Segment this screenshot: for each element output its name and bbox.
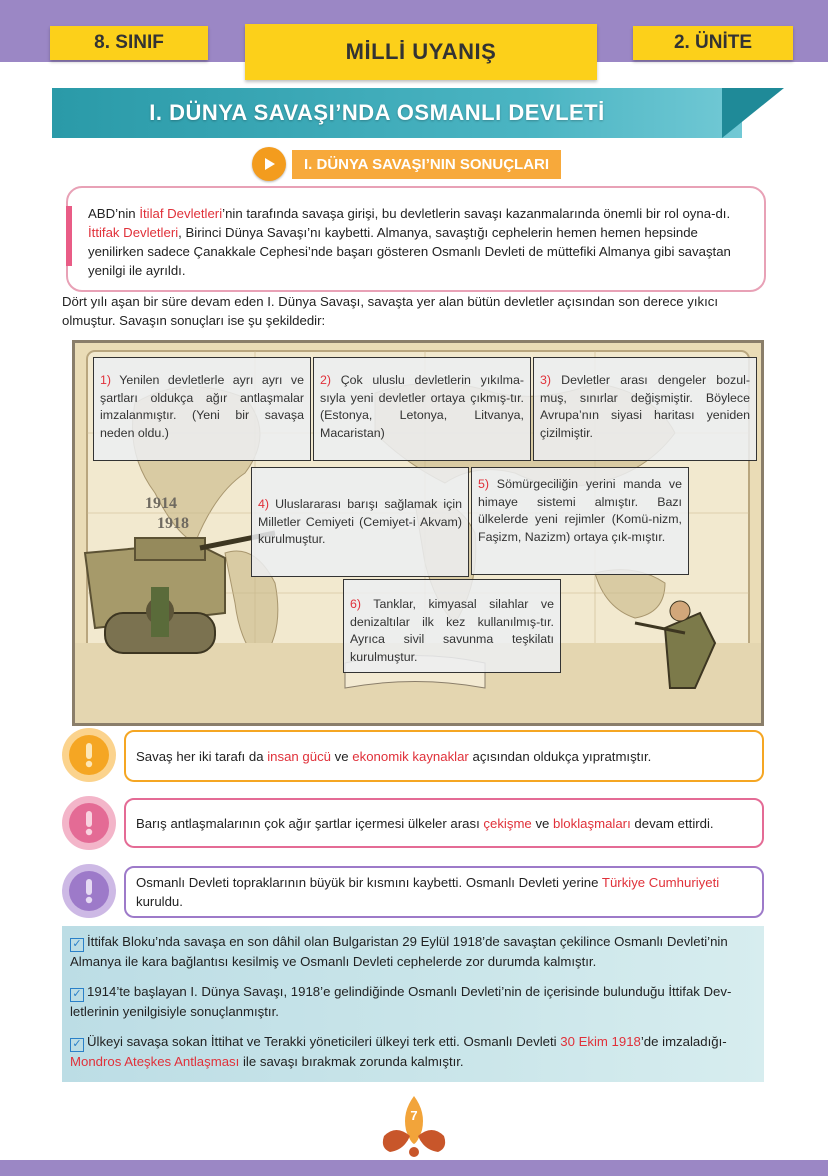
bottom-band xyxy=(0,1160,828,1176)
play-icon xyxy=(252,147,286,181)
lead-paragraph: Dört yılı aşan bir süre devam eden I. Dünya Savaşı, savaşta yer alan bütün devletler açısından son derece yıkıcı olmuştur. Savaşın sonuçları ise şu şekildedir: xyxy=(62,294,719,328)
result-5-text: Sömürgeciliğin yerini manda ve himaye sistemi almıştır. Bazı ülkelerde yeni rejimler (Komü-nizm, Faşizm, Nazizm) ortaya çık-mıştır. xyxy=(478,477,682,544)
result-1-text: Yenilen devletlerle ayrı ayrı ve şartları oldukça ağır antlaşmalar imzalanmıştır. (Yeni bir savaşa neden oldu.) xyxy=(100,373,304,440)
grade-label: 8. SINIF xyxy=(94,32,164,53)
result-1-num: 1) xyxy=(100,373,112,387)
result-4-num: 4) xyxy=(258,497,270,511)
result-box-6 xyxy=(343,579,561,673)
banner-tip xyxy=(722,88,784,138)
checkbox-icon: ✓ xyxy=(70,1038,84,1052)
check-item-3-date: 30 Ekim 1918 xyxy=(560,1034,641,1049)
unit-tab xyxy=(633,26,793,60)
exclamation-icon xyxy=(62,864,116,918)
check-item-2-text: 1914’te başlayan I. Dünya Savaşı, 1918’e gelindiğinde Osmanlı Devleti’nin de içerisinde bulunduğu İttifak Dev-letlerinin yenilgisiyle sonuçlanmıştır. xyxy=(70,984,732,1019)
exclamation-icon xyxy=(62,796,116,850)
result-2-text: Çok uluslu devletlerin yıkılma-sıyla yeni devletler ortaya çıkmış-tır. (Estonya, Letonya, Litvanya, Macaristan) xyxy=(320,373,524,440)
check-item-3-part-1: Ülkeyi savaşa sokan İttihat ve Terakki yöneticileri ülkeyi terk etti. Osmanlı Devleti xyxy=(87,1034,561,1049)
result-3-text: Devletler arası dengeler bozul-muş, sınırlar değişmiştir. Böylece Avrupa’nın siyasi haritası yeniden çizilmiştir. xyxy=(540,373,750,440)
intro-text-3: , Birinci Dünya Savaşı’nı kaybetti. Almanya, savaştığı cephelerin hemen hemen hepsinde yenilirken sadece Çanakkale Cephesi’nde başarı gösteren Osmanlı Devleti de müttefiki Almanya gibi savaştan yenilgi ile ayrıldı. xyxy=(88,225,731,278)
result-box-3 xyxy=(533,357,757,461)
note-2-part-3: devam ettirdi. xyxy=(630,815,714,831)
check-item-3 xyxy=(70,1032,756,1071)
note-3-highlight-1: Türkiye Cumhuriyeti xyxy=(601,875,720,890)
note-1-part-2: ve xyxy=(331,748,353,764)
intro-text xyxy=(88,204,750,280)
intro-highlight-ittifak: İttifak Devletleri xyxy=(88,225,179,240)
note-1-highlight-2: ekonomik kaynaklar xyxy=(352,748,469,764)
result-box-1 xyxy=(93,357,311,461)
year-1914: 1914 xyxy=(145,495,177,512)
check-item-3-part-3: ile savaşı bırakmak zorunda kalmıştır. xyxy=(239,1054,464,1069)
intro-text-2: ’nin tarafında savaşa girişi, bu devletlerin savaşı kazanmalarında önemli bir rol oyna-dı. xyxy=(222,206,731,221)
note-3-text xyxy=(136,873,750,911)
checkbox-icon: ✓ xyxy=(70,938,84,952)
topic-banner xyxy=(52,88,782,138)
checklist-panel xyxy=(62,926,764,1082)
section-subtitle: I. DÜNYA SAVAŞI’NIN SONUÇLARI xyxy=(292,150,561,179)
intro-stripe xyxy=(66,206,72,266)
exclamation-icon xyxy=(62,728,116,782)
check-item-3-treaty: Mondros Ateşkes Antlaşması xyxy=(70,1054,240,1069)
check-item-1 xyxy=(70,932,756,971)
intro-box xyxy=(66,186,766,292)
note-3-part-1: Osmanlı Devleti topraklarının büyük bir kısmını kaybetti. Osmanlı Devleti yerine xyxy=(136,875,602,890)
section-heading xyxy=(252,146,561,182)
note-2-highlight-2: bloklaşmaları xyxy=(553,815,631,831)
chapter-title: MİLLİ UYANIŞ xyxy=(345,39,497,64)
result-6-num: 6) xyxy=(350,597,362,611)
note-box-3 xyxy=(124,866,764,918)
result-box-2 xyxy=(313,357,531,461)
note-2-text xyxy=(136,814,714,833)
check-item-2 xyxy=(70,982,756,1021)
note-box-2 xyxy=(124,798,764,848)
check-item-3-part-2: ’de imzaladığı- xyxy=(640,1034,727,1049)
result-box-4 xyxy=(251,467,469,577)
note-1-text xyxy=(136,747,651,766)
year-1918: 1918 xyxy=(157,515,189,532)
result-4-text: Uluslararası barışı sağlamak için Milletler Cemiyeti (Cemiyet-i Akvam) kurulmuştur. xyxy=(258,497,462,546)
result-3-num: 3) xyxy=(540,373,552,387)
note-box-1 xyxy=(124,730,764,782)
page-number: 7 xyxy=(410,1108,418,1123)
note-1-highlight-1: insan gücü xyxy=(267,748,332,764)
topic-title: I. DÜNYA SAVAŞI’NDA OSMANLI DEVLETİ xyxy=(149,100,605,125)
intro-text-1: ABD’nin xyxy=(88,206,140,221)
results-map xyxy=(72,340,764,726)
intro-highlight-itilaf: İtilaf Devletleri xyxy=(139,206,223,221)
result-box-5 xyxy=(471,467,689,575)
note-2-highlight-1: çekişme xyxy=(483,815,532,831)
grade-tab xyxy=(50,26,208,60)
topic-banner-bar xyxy=(52,88,742,138)
note-1-part-1: Savaş her iki tarafı da xyxy=(136,748,268,764)
note-2-part-1: Barış antlaşmalarının çok ağır şartlar içermesi ülkeler arası xyxy=(136,815,484,831)
chapter-title-tab xyxy=(245,24,597,80)
unit-label: 2. ÜNİTE xyxy=(673,32,753,53)
check-item-1-text: İttifak Bloku’nda savaşa en son dâhil olan Bulgaristan 29 Eylül 1918’de savaştan çekilince Osmanlı Devleti’nin Almanya ile kara bağlantısı kesilmiş ve Osmanlı Devleti cephelerde zor durumda kalmıştır. xyxy=(70,934,728,969)
result-2-num: 2) xyxy=(320,373,332,387)
checkbox-icon: ✓ xyxy=(70,988,84,1002)
page-number-ornament xyxy=(374,1090,454,1160)
note-3-part-2: kuruldu. xyxy=(136,894,183,909)
result-5-num: 5) xyxy=(478,477,490,491)
note-2-part-2: ve xyxy=(531,815,554,831)
note-1-part-3: açısından oldukça yıpratmıştır. xyxy=(468,748,652,764)
result-6-text: Tanklar, kimyasal silahlar ve denizaltılar ilk kez kullanılmış-tır. Ayrıca sivil savunma teşkilatı kurulmuştur. xyxy=(350,597,554,664)
